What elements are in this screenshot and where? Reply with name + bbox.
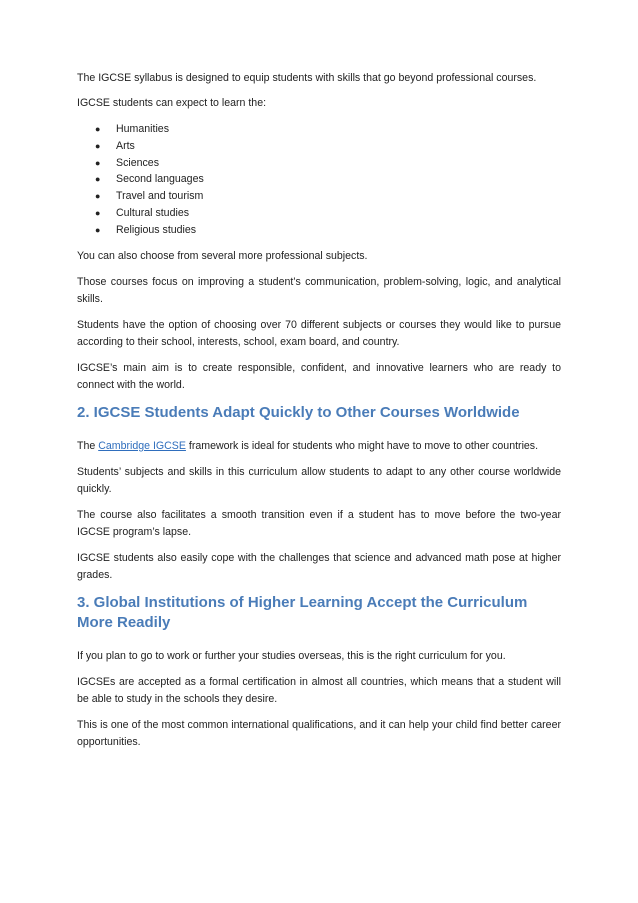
paragraph: The Cambridge IGCSE framework is ideal for students who might have to move to other countries. [77,439,539,452]
cambridge-igcse-link[interactable]: Cambridge IGCSE [98,439,186,452]
list-item: ● Arts [77,138,561,155]
bullet-icon: ● [95,174,101,185]
paragraph: IGCSE’s main aim is to create responsible, confident, and innovative learners who are ready to connect with the world. [77,361,561,391]
intro-paragraph: The IGCSE syllabus is designed to equip students with skills that go beyond professional courses. [77,72,537,84]
paragraph: This is one of the most common international qualifications, and it can help your child find better career opportunities. [77,718,561,748]
bullet-icon: ● [95,124,101,134]
subjects-list [77,121,561,239]
bullet-icon: ● [95,207,101,218]
paragraph: IGCSE students also easily cope with the challenges that science and advanced math pose at higher grades. [77,551,561,581]
paragraph: Those courses focus on improving a student’s communication, problem-solving, logic, and analytical skills. [77,275,561,305]
intro-list-lead: IGCSE students can expect to learn the: [77,97,267,109]
paragraph: Students have the option of choosing over 70 different subjects or courses they would like to pursue according to their school, interests, school, exam board, and country. [77,318,561,348]
section-3-heading: 3. Global Institutions of Higher Learning Accept the Curriculum More Readily [77,593,528,631]
paragraph: You can also choose from several more professional subjects. [77,249,368,262]
bullet-icon: ● [95,224,101,235]
list-item: ● Humanities [77,121,561,138]
paragraph: If you plan to go to work or further your studies overseas, this is the right curriculum for you. [77,649,506,662]
paragraph: IGCSEs are accepted as a formal certification in almost all countries, which means that a student will be able to study in the schools they desire. [77,675,561,705]
bullet-icon: ● [95,140,101,151]
paragraph: Students’ subjects and skills in this curriculum allow students to adapt to any other course worldwide quickly. [77,465,561,495]
bullet-icon: ● [95,157,101,168]
list-item: ● Cultural studies [77,205,561,222]
list-item: ● Travel and tourism [77,188,561,205]
paragraph: The course also facilitates a smooth transition even if a student has to move before the two-year IGCSE program’s lapse. [77,508,561,538]
list-item: ● Sciences [77,155,561,172]
list-item: ● Second languages [77,171,561,188]
document-body [77,70,561,760]
section-2-heading: 2. IGCSE Students Adapt Quickly to Other Courses Worldwide [77,403,520,421]
bullet-icon: ● [95,191,101,202]
list-item: ● Religious studies [77,222,561,239]
